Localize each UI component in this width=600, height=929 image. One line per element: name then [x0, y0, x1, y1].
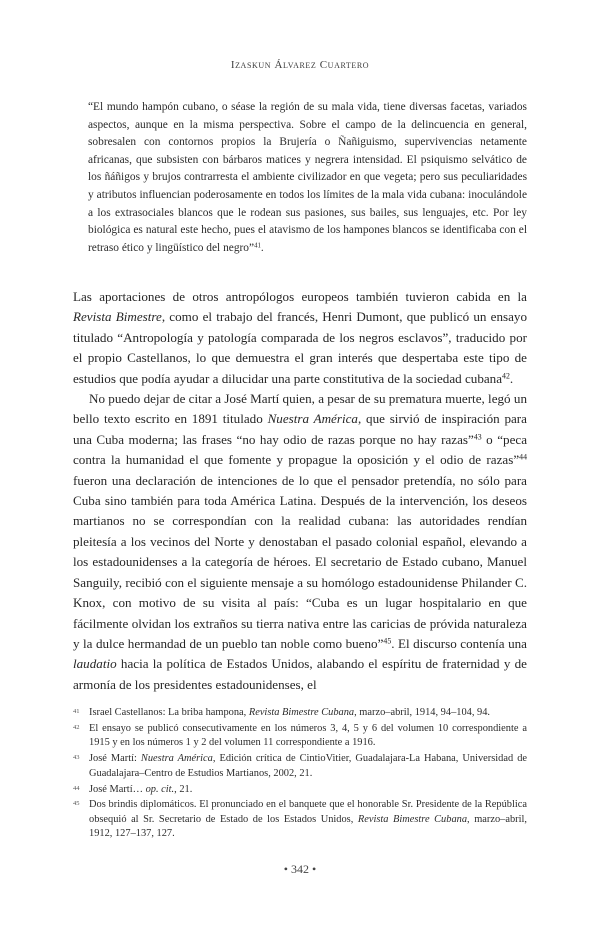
footnote-number: 44 — [73, 784, 80, 792]
text-run: . El discurso contenía una — [391, 635, 527, 651]
text-run: , que sirvió de inspiración para una Cuba moderna; las frases “no hay odio de razas porque no hay razas” — [73, 411, 527, 447]
footnote-43 — [73, 752, 527, 781]
footnote-text — [89, 752, 527, 781]
italic-text: op. cit. — [145, 783, 175, 795]
running-head: Izaskun Álvarez Cuartero — [230, 59, 370, 71]
italic-text: Nuestra América — [267, 411, 358, 427]
footnote-ref[interactable]: 41 — [254, 242, 261, 249]
text-run: o “peca contra la humanidad el que fomente y propague la oposición y el odio de razas” — [73, 431, 528, 468]
paragraph — [73, 287, 527, 389]
footnote-42 — [73, 722, 527, 751]
block-quote — [88, 99, 527, 257]
text-run: Dos brindis diplomáticos. El pronunciado en el banquete que el honorable Sr. Presidente de la República obsequió al Sr. Secretario de Estado de los Estados Unidos, — [89, 799, 527, 825]
text-run: . — [509, 370, 514, 386]
text-run: , 21. — [174, 783, 193, 795]
footnote-ref[interactable]: 43 — [473, 432, 482, 442]
footnote-text — [89, 798, 527, 841]
body-text — [73, 287, 527, 695]
quote-end: . — [260, 241, 264, 254]
footnote-text — [89, 722, 527, 751]
text-run: , marzo–abril, 1912, 127–137, 127. — [89, 813, 527, 840]
footnote-number: 41 — [73, 708, 80, 715]
text-run: , Edición crítica de CintioVitier, Guadalajara-La Habana, Universidad de Guadalajara–Centro de Estudios Martianos, 2002, 21. — [89, 753, 527, 779]
italic-text: Revista Bimestre Cubana — [357, 813, 468, 825]
text-run: El ensayo se publicó consecutivamente en los números 3, 4, 5 y 6 del volumen 10 correspondiente a 1915 y en los números 1 y 2 del volumen 11 correspondiente a 1916. — [89, 722, 527, 749]
footnote-ref[interactable]: 42 — [502, 371, 510, 381]
text-run: Israel Castellanos: La briba hampona, — [89, 707, 249, 718]
footnote-number: 42 — [73, 723, 80, 731]
italic-text: Nuestra América — [140, 753, 213, 765]
text-run: hacia la política de Estados Unidos, alabando el espíritu de fraternidad y de armonía de los presidentes estadounidenses, el — [73, 656, 527, 692]
footnote-text — [89, 783, 527, 797]
quote-text: “El mundo hampón cubano, o séase la región de su mala vida, tiene diversas facetas, variados aspectos, aunque en la misma perspectiva. Sobre el campo de la delincuencia en general, sobresalen con contornos propios la Brujería o Ñañiguismo, supervivencias netamente africanas, que subsisten con bárbaros matices y negrera intensidad. El psiquismo selvático de los ñáñigos y brujos contrarresta el ambiente civilizador en que vegeta; pero sus peculiaridades y atributos influencian poderosamente en todos los límites de la mala vida cubana: inoculándole a los extrasociales blancos que le rodean sus pasiones, sus bailes, sus lenguajes, etc. Por ley biológica es natural este hecho, pues el atavismo de los hampones blancos se identificaba con el retraso ético y lingüístico del negro” — [88, 101, 527, 254]
footnotes — [73, 706, 527, 843]
footnote-45 — [73, 798, 527, 841]
footnote-ref[interactable]: 44 — [519, 452, 527, 462]
text-run: No puedo dejar de citar a José Martí quien, a pesar de su prematura muerte, legó un bello texto escrito en 1891 titulado — [73, 391, 527, 427]
page-number: • 342 • — [283, 862, 317, 876]
text-run: José Martí: — [89, 753, 141, 765]
italic-text: Revista Bimestre Cubana — [248, 707, 355, 718]
text-run: Las aportaciones de otros antropólogos europeos también tuvieron cabida en la — [73, 289, 527, 304]
italic-text: Revista Bimestre — [73, 309, 162, 325]
footnote-44 — [73, 783, 527, 797]
text-run: José Martí… — [89, 783, 146, 795]
footnote-41 — [73, 706, 527, 720]
text-run: fueron una declaración de intenciones de lo que el pensador pretendía, no sólo para Cuba sino también para toda América Latina. Después de la intervención, los deseos martianos no se correspondían con la realidad cubana: las autoridades rendían pleitesía a los vecinos del Norte y denostaban el pasado colonial español, elevando a los estadounidenses a la categoría de héroes. El secretario de Estado cubano, Manuel Sanguily, recibió con el siguiente mensaje a su homólogo estadounidense Philander C. Knox, con motivo de su visita al país: “Cuba es un lugar hospitalario en que fácilmente olvidan los extraños su tierra nativa entre las caricias de próvida naturaleza y la dulce hermandad de un pueblo tan noble como bueno” — [73, 472, 527, 651]
footnote-ref[interactable]: 45 — [383, 636, 392, 646]
footnote-text — [89, 706, 527, 720]
italic-text: laudatio — [73, 656, 117, 672]
text-run: , como el trabajo del francés, Henri Dumont, que publicó un ensayo titulado “Antropología y patología comparada de los negros esclavos”, traducido por el propio Castellanos, lo que demuestra el gran interés que despertaba este tipo de estudios que podía ayudar a dilucidar una parte constitutiva de la sociedad cubana — [73, 309, 527, 386]
footnote-number: 43 — [73, 754, 80, 762]
text-run: , marzo–abril, 1914, 94–104, 94. — [354, 707, 491, 718]
footnote-number: 45 — [73, 800, 80, 808]
paragraph — [73, 389, 527, 695]
